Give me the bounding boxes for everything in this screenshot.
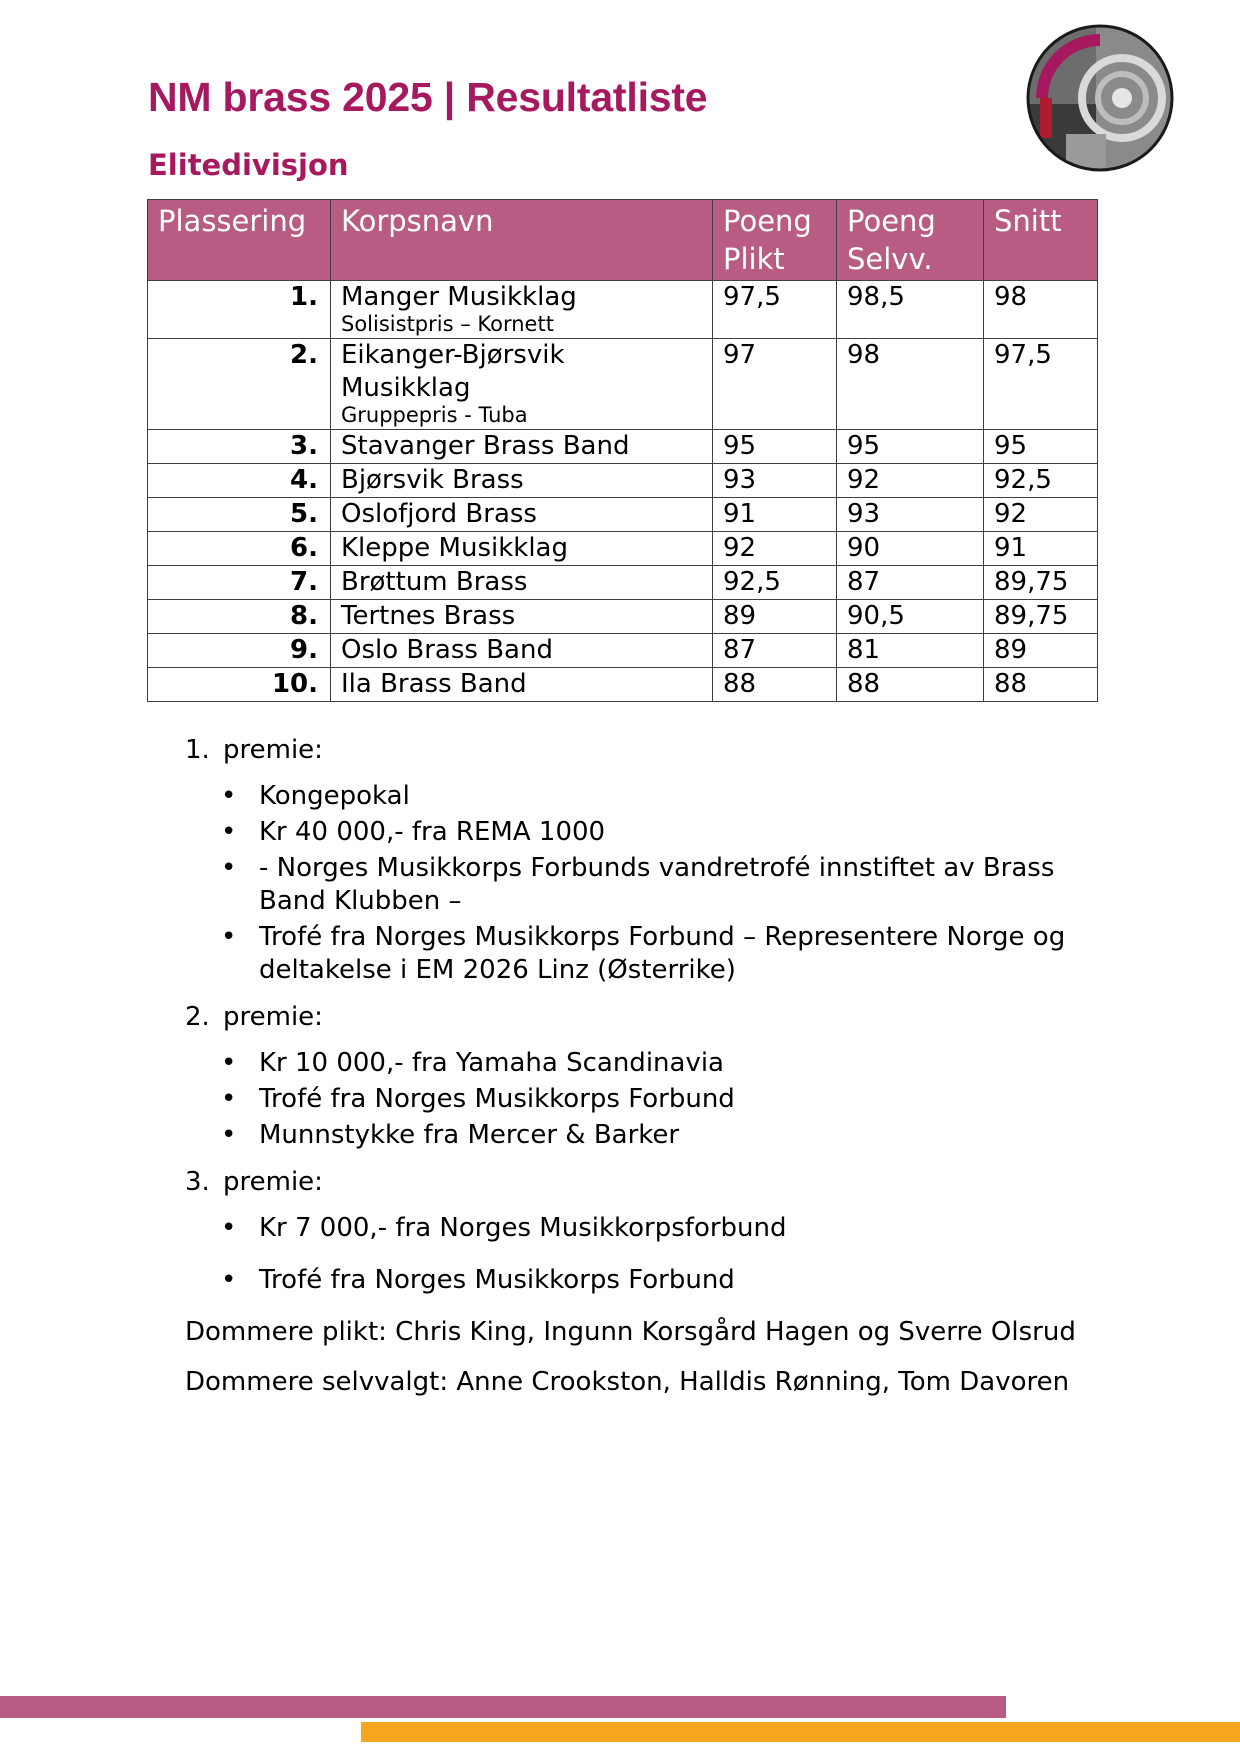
judges-selvvalgt: Dommere selvvalgt: Anne Crookston, Halldis Rønning, Tom Davoren <box>185 1367 1070 1397</box>
table-row <box>148 339 1098 430</box>
plikt-cell: 91 <box>713 498 837 532</box>
band-cell: Oslofjord Brass <box>331 498 713 532</box>
average-cell: 92 <box>984 498 1098 532</box>
average-cell: 95 <box>984 430 1098 464</box>
average-cell: 97,5 <box>984 339 1098 430</box>
average-cell: 89 <box>984 634 1098 668</box>
prize-number: 2. <box>185 1002 210 1032</box>
list-item <box>221 1047 1105 1080</box>
second-prize-heading <box>185 1001 1105 1034</box>
list-item-text: Kongepokal <box>259 781 410 811</box>
table-row <box>148 281 1098 339</box>
selvv-cell: 87 <box>837 566 984 600</box>
band-cell: Brøttum Brass <box>331 566 713 600</box>
rank-cell: 9. <box>148 634 331 668</box>
band-cell <box>331 281 713 339</box>
list-item <box>221 852 1105 918</box>
plikt-cell: 97 <box>713 339 837 430</box>
prize-number: 1. <box>185 735 210 765</box>
nm-brass-logo <box>1026 24 1174 172</box>
table-row <box>148 566 1098 600</box>
list-item-text: Trofé fra Norges Musikkorps Forbund <box>259 1265 735 1295</box>
list-item <box>221 1083 1105 1116</box>
rank-cell: 4. <box>148 464 331 498</box>
rank-cell: 3. <box>148 430 331 464</box>
list-item-text: Kr 10 000,- fra Yamaha Scandinavia <box>259 1048 724 1078</box>
list-item-text: Munnstykke fra Mercer & Barker <box>259 1120 680 1150</box>
bullet-icon: • <box>221 1048 237 1078</box>
plikt-cell: 93 <box>713 464 837 498</box>
list-item <box>221 1264 1105 1297</box>
list-item-text: Trofé fra Norges Musikkorps Forbund <box>259 1084 735 1114</box>
bullet-icon: • <box>221 817 237 847</box>
page-title: NM brass 2025 | Resultatliste <box>148 74 708 120</box>
average-cell: 88 <box>984 668 1098 702</box>
bullet-icon: • <box>221 853 237 883</box>
selvv-cell: 93 <box>837 498 984 532</box>
plikt-cell: 95 <box>713 430 837 464</box>
prize-label: premie: <box>223 1167 323 1197</box>
average-cell: 92,5 <box>984 464 1098 498</box>
band-cell: Stavanger Brass Band <box>331 430 713 464</box>
rank-cell: 7. <box>148 566 331 600</box>
list-item-text: Kr 7 000,- fra Norges Musikkorpsforbund <box>259 1213 787 1243</box>
third-prize-list <box>185 1212 1105 1297</box>
bullet-icon: • <box>221 1084 237 1114</box>
header-plikt <box>713 200 837 281</box>
footer-bar-orange <box>361 1722 1240 1742</box>
rank-cell: 1. <box>148 281 331 339</box>
table-header-row <box>148 200 1098 281</box>
bullet-icon: • <box>221 781 237 811</box>
header-plikt-line1: Poeng <box>723 204 812 238</box>
selvv-cell: 98,5 <box>837 281 984 339</box>
header-rank: Plassering <box>148 200 331 281</box>
table-row <box>148 430 1098 464</box>
table-row <box>148 532 1098 566</box>
header-selvv-line1: Poeng <box>847 204 936 238</box>
band-cell <box>331 339 713 430</box>
header-selvv <box>837 200 984 281</box>
selvv-cell: 90 <box>837 532 984 566</box>
division-title: Elitedivisjon <box>148 148 349 182</box>
list-item-text: - Norges Musikkorps Forbunds vandretrofé innstiftet av Brass Band Klubben – <box>259 853 1055 916</box>
table-row <box>148 498 1098 532</box>
band-cell: Bjørsvik Brass <box>331 464 713 498</box>
table-row <box>148 464 1098 498</box>
average-cell: 98 <box>984 281 1098 339</box>
band-cell: Tertnes Brass <box>331 600 713 634</box>
band-cell: Kleppe Musikklag <box>331 532 713 566</box>
selvv-cell: 90,5 <box>837 600 984 634</box>
band-note: Solisistpris – Kornett <box>341 312 554 336</box>
judges-plikt: Dommere plikt: Chris King, Ingunn Korsgård Hagen og Sverre Olsrud <box>185 1317 1076 1347</box>
header-band: Korpsnavn <box>331 200 713 281</box>
rank-cell: 5. <box>148 498 331 532</box>
selvv-cell: 81 <box>837 634 984 668</box>
rank-cell: 10. <box>148 668 331 702</box>
bullet-icon: • <box>221 1213 237 1243</box>
plikt-cell: 87 <box>713 634 837 668</box>
average-cell: 89,75 <box>984 600 1098 634</box>
first-prize-list <box>185 780 1105 987</box>
prize-number: 3. <box>185 1167 210 1197</box>
list-item-text: Kr 40 000,- fra REMA 1000 <box>259 817 606 847</box>
rank-cell: 6. <box>148 532 331 566</box>
third-prize-heading <box>185 1166 1105 1199</box>
average-cell: 89,75 <box>984 566 1098 600</box>
results-table <box>147 199 1098 702</box>
selvv-cell: 95 <box>837 430 984 464</box>
header-selvv-line2: Selvv. <box>847 242 933 276</box>
band-cell: Ila Brass Band <box>331 668 713 702</box>
list-item <box>221 816 1105 849</box>
average-cell: 91 <box>984 532 1098 566</box>
first-prize-heading <box>185 734 1105 767</box>
rank-cell: 8. <box>148 600 331 634</box>
plikt-cell: 92 <box>713 532 837 566</box>
prize-label: premie: <box>223 1002 323 1032</box>
table-row <box>148 600 1098 634</box>
header-average: Snitt <box>984 200 1098 281</box>
header-plikt-line2: Plikt <box>723 242 785 276</box>
list-item <box>221 780 1105 813</box>
selvv-cell: 88 <box>837 668 984 702</box>
bullet-icon: • <box>221 1120 237 1150</box>
band-name: Manger Musikklag <box>341 282 577 312</box>
bullet-icon: • <box>221 1265 237 1295</box>
band-cell: Oslo Brass Band <box>331 634 713 668</box>
list-item <box>221 1212 1105 1245</box>
band-name: Eikanger-Bjørsvik Musikklag <box>341 340 565 403</box>
plikt-cell: 89 <box>713 600 837 634</box>
footer-bar-pink <box>0 1696 1006 1718</box>
plikt-cell: 97,5 <box>713 281 837 339</box>
table-row <box>148 668 1098 702</box>
band-note: Gruppepris - Tuba <box>341 403 528 427</box>
list-item-text: Trofé fra Norges Musikkorps Forbund – Representere Norge og deltakelse i EM 2026 Linz (Østerrike) <box>259 922 1066 985</box>
table-row <box>148 634 1098 668</box>
list-item <box>221 921 1105 987</box>
selvv-cell: 98 <box>837 339 984 430</box>
prize-label: premie: <box>223 735 323 765</box>
plikt-cell: 88 <box>713 668 837 702</box>
selvv-cell: 92 <box>837 464 984 498</box>
second-prize-list <box>185 1047 1105 1152</box>
list-item <box>221 1119 1105 1152</box>
bullet-icon: • <box>221 922 237 952</box>
plikt-cell: 92,5 <box>713 566 837 600</box>
rank-cell: 2. <box>148 339 331 430</box>
prizes-section <box>185 734 1105 1416</box>
